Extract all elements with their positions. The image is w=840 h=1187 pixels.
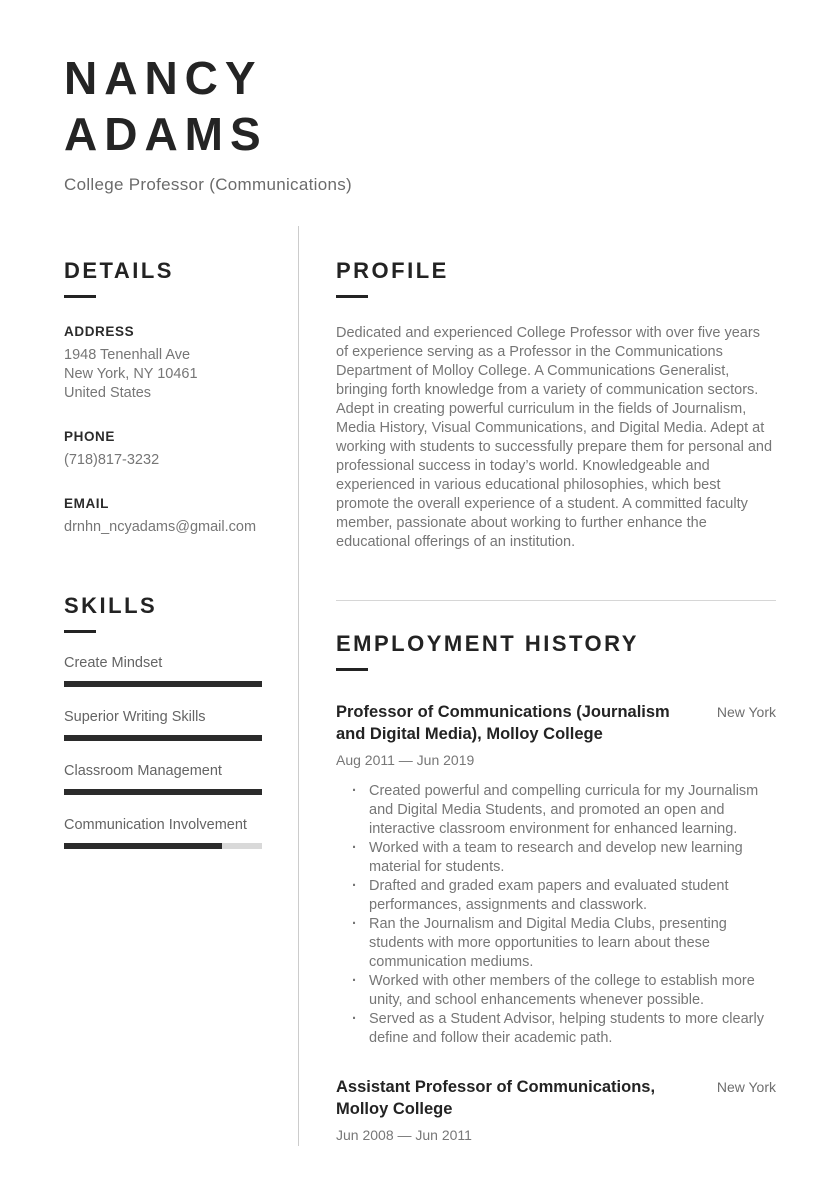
person-name-line1: NANCY [64,52,263,104]
employment-section [336,631,776,1143]
skill-label: Superior Writing Skills [64,709,206,725]
phone-value: (718)817-3232 [64,452,160,468]
main-column [299,226,840,1146]
skill-bar-fill [64,681,262,687]
job-bullet: · Ran the Journalism and Digital Media Clubs, presenting students with more opportunities to learn about these communication mediums. [369,915,776,972]
job-header [336,1076,776,1120]
job-bullet: · Drafted and graded exam papers and evaluated student performances, assignments and classwork. [369,877,776,915]
skill-bar-fill [64,735,262,741]
person-name-line2: ADAMS [64,108,268,160]
details-section [64,258,262,537]
job-subtitle: College Professor (Communications) [64,175,352,194]
skills-title: SKILLS [64,593,158,618]
header [0,0,840,195]
skill-bar-fill [64,789,262,795]
job-entry [336,701,776,1048]
job-entry [336,1076,776,1143]
job-dates: Aug 2011 — Jun 2019 [336,752,475,768]
job-bullet: · Worked with other members of the college to establish more unity, and school enhancements whenever possible. [369,972,776,1010]
sidebar [0,226,299,1146]
address-line: New York, NY 10461 [64,366,198,382]
skill-bar [64,735,262,741]
details-title-rule [64,295,96,298]
job-title: Assistant Professor of Communications, Molloy College [336,1078,656,1118]
skill-item [64,654,262,687]
section-divider [336,600,776,601]
skill-bar [64,789,262,795]
skill-label: Create Mindset [64,655,163,671]
profile-text: Dedicated and experienced College Professor with over five years of experience serving as a Professor in the Communications Department of Molloy College. A Communications Generalist, bringing forth knowledge from a variety of communication sectors. Adept in creating powerful curriculum in the fields of Journalism, Media History, Visual Communications, and Digital Media. Adept at working with students to successfully prepare them for personal and professional success in today’s world. Knowledgeable and experienced in various educational philosophies, which best promote the overall experience of a student. A committed faculty member, passionate about working to further enhance the educational offerings of an institution. [336,325,773,550]
address-line: United States [64,385,152,401]
address-line: 1948 Tenenhall Ave [64,347,191,363]
job-bullet-list [336,782,776,1048]
employment-title-rule [336,668,368,671]
job-bullet: · Worked with a team to research and develop new learning material for students. [369,839,776,877]
person-name [64,50,776,162]
skill-label: Communication Involvement [64,817,247,833]
details-title: DETAILS [64,258,174,283]
profile-title-rule [336,295,368,298]
job-dates: Jun 2008 — Jun 2011 [336,1127,472,1143]
employment-title: EMPLOYMENT HISTORY [336,631,639,656]
job-bullet: · Served as a Student Advisor, helping students to more clearly define and follow their academic path. [369,1010,776,1048]
job-bullet: · Created powerful and compelling curricula for my Journalism and Digital Media Students, and promoted an open and interactive classroom environment for enhanced learning. [369,782,776,839]
address-value [64,346,262,403]
phone-label: PHONE [64,429,116,444]
skills-section [64,593,262,849]
skill-item [64,708,262,741]
profile-title: PROFILE [336,258,449,283]
skill-bar [64,843,262,849]
skill-bar [64,681,262,687]
skill-label: Classroom Management [64,763,222,779]
skills-title-rule [64,630,96,633]
address-label: ADDRESS [64,324,135,339]
content-columns [0,226,840,1146]
job-location: New York [716,704,776,720]
job-title: Professor of Communications (Journalism and Digital Media), Molloy College [336,703,670,743]
job-location: New York [716,1079,776,1095]
email-label: EMAIL [64,496,109,511]
profile-section [336,258,776,552]
skill-bar-fill [64,843,222,849]
skill-item [64,816,262,849]
email-value: drnhn_ncyadams@gmail.com [64,519,257,535]
job-header [336,701,776,745]
skill-item [64,762,262,795]
